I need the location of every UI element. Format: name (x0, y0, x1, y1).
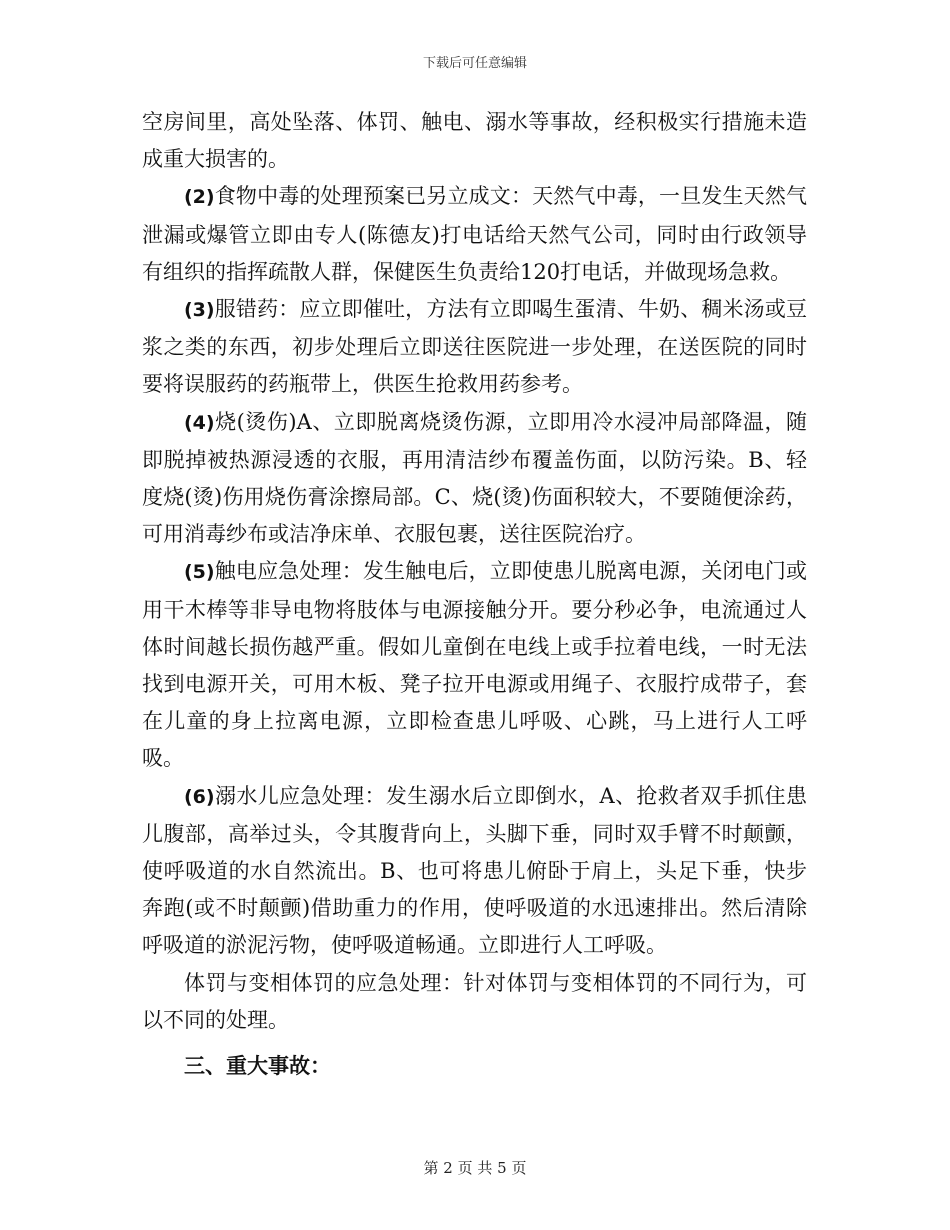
paragraph-text: 食物中毒的处理预案已另立成文：天然气中毒，一旦发生天然气泄漏或爆管立即由专人(陈德友)打电话给天然气公司，同时由行政领导有组织的指挥疏散人群，保健医生负责给120打电话，并做现场急救。 (142, 184, 807, 284)
paragraph-food-poisoning (142, 178, 807, 291)
paragraph-text: 触电应急处理：发生触电后，立即使患儿脱离电源，关闭电门或用干木棒等非导电物将肢体与电源接触分开。要分秒必争，电流通过人体时间越长损伤越严重。假如儿童倒在电线上或手拉着电线，一时无法找到电源开关，可用木板、凳子拉开电源或用绳子、衣服拧成带子，套在儿童的身上拉离电源，立即检查患儿呼吸、心跳，马上进行人工呼吸。 (142, 559, 807, 771)
item-number: (3) (184, 299, 215, 322)
paragraph-text: 空房间里，高处坠落、体罚、触电、溺水等事故，经积极实行措施未造成重大损害的。 (142, 110, 807, 172)
paragraph-wrong-medicine (142, 291, 807, 404)
paragraph-continuation (142, 104, 807, 178)
paragraph-burns (142, 404, 807, 554)
page-footer: 第 2 页 共 5 页 (423, 1159, 527, 1177)
item-number: (4) (184, 411, 215, 434)
paragraph-drowning (142, 778, 807, 965)
paragraph-electric-shock (142, 553, 807, 777)
document-body (142, 104, 807, 1084)
paragraph-text: 溺水儿应急处理：发生溺水后立即倒水，A、抢救者双手抓住患儿腹部，高举过头，令其腹背向上，头脚下垂，同时双手臂不时颠颤，使呼吸道的水自然流出。B、也可将患儿俯卧于肩上，头足下垂，快步奔跑(或不时颠颤)借助重力的作用，使呼吸道的水迅速排出。然后清除呼吸道的淤泥污物，使呼吸道畅通。立即进行人工呼吸。 (142, 783, 807, 958)
paragraph-text: 烧(烫伤)A、立即脱离烧烫伤源，立即用冷水浸冲局部降温，随即脱掉被热源浸透的衣服，再用清洁纱布覆盖伤面，以防污染。B、轻度烧(烫)伤用烧伤膏涂擦局部。C、烧(烫)伤面积较大，不要随便涂药，可用消毒纱布或洁净床单、衣服包裹，送往医院治疗。 (142, 409, 807, 547)
item-number: (6) (184, 785, 215, 808)
page-header: 下载后可任意编辑 (422, 56, 527, 71)
section-heading: 三、重大事故： (184, 1053, 331, 1079)
item-number: (5) (184, 561, 215, 584)
item-number: (2) (184, 186, 215, 209)
paragraph-text: 服错药：应立即催吐，方法有立即喝生蛋清、牛奶、稠米汤或豆浆之类的东西，初步处理后立即送往医院进一步处理，在送医院的同时要将误服药的药瓶带上，供医生抢救用药参考。 (142, 297, 807, 397)
paragraph-text: 体罚与变相体罚的应急处理：针对体罚与变相体罚的不同行为，可以不同的处理。 (142, 970, 807, 1032)
paragraph-corporal-punishment (142, 965, 807, 1039)
